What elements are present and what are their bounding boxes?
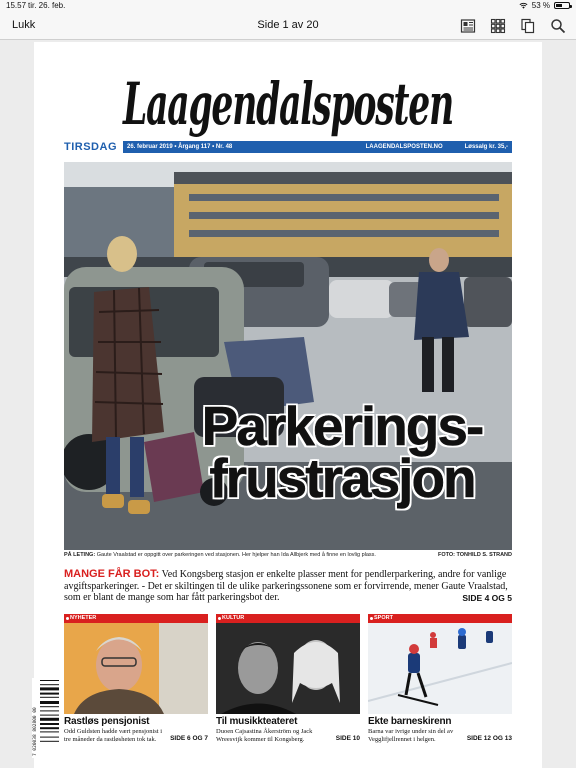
lead-text: Ved Kongsberg stasjon er enkelte plasser ment for pendlerparkering, andre for vanlige avgiftsparkeringer. - Det er skiltingen til de ulike parkeringssonene som er forvirrende, mener Gaute Vraalstad, som er blant de mange som har fått parkeringsbot der.: [64, 569, 508, 603]
section-tag: SPORT: [368, 614, 512, 623]
teaser-news[interactable]: [64, 614, 208, 758]
teaser-culture[interactable]: [216, 614, 360, 758]
weekday: TIRSDAG: [64, 141, 117, 153]
barcode-bar: [40, 710, 59, 711]
teasers: [64, 614, 512, 758]
headline: [172, 395, 512, 509]
barcode-number: 7 020038 802800 00: [33, 707, 38, 756]
masthead: [34, 62, 542, 140]
barcode-illustration: [32, 678, 60, 758]
teaser-image: [216, 623, 360, 714]
barcode-bar: [40, 715, 59, 716]
grid-view-icon[interactable]: [490, 18, 506, 34]
section-tag: KULTUR: [216, 614, 360, 623]
photo-caption: [64, 552, 512, 558]
teaser-sport[interactable]: [368, 614, 512, 758]
edition-band: [123, 141, 512, 153]
website: LAAGENDALSPOSTEN.NO: [365, 144, 443, 150]
barcode-bar: [40, 727, 59, 729]
edition-info: 26. februar 2019 • Årgang 117 • Nr. 48: [127, 144, 233, 150]
battery-fill: [556, 4, 562, 7]
lead-story[interactable]: [64, 569, 512, 605]
teaser-text: Barna var ivrige under sin del av Vegglifjellrennet i helgen.: [368, 728, 454, 743]
teaser-news-illustration: [64, 623, 208, 714]
battery-icon: [554, 2, 570, 9]
barcode-bar: [40, 680, 59, 681]
newspaper-page[interactable]: [34, 42, 542, 768]
barcode-bar: [40, 741, 59, 742]
caption-text: Gaute Vraalstad er oppgitt over parkeringen ved stasjonen. Her hjelper han Ida Allbjerk med å finne en lovlig plass.: [96, 552, 376, 558]
price: Løssalg kr. 35,-: [464, 144, 508, 150]
status-time: 15.57: [6, 1, 27, 10]
headline-line-2: frustrasjon: [209, 447, 475, 509]
close-button[interactable]: Lukk: [12, 19, 36, 31]
status-date: tir. 26. feb.: [28, 1, 66, 10]
barcode-bar: [40, 706, 59, 707]
barcode: [32, 678, 60, 758]
teaser-culture-illustration: [216, 623, 360, 714]
barcode-bar: [40, 701, 59, 704]
barcode-bar: [40, 737, 59, 738]
barcode-bar: [40, 697, 59, 698]
teaser-title: Rastløs pensjonist: [64, 716, 150, 727]
masthead-title: Laagendalsposten: [121, 70, 454, 138]
barcode-bar: [40, 693, 59, 695]
lead-page-ref: SIDE 4 OG 5: [462, 593, 512, 603]
caption-label: PÅ LETING:: [64, 552, 96, 558]
section-tag: NYHETER: [64, 614, 208, 623]
barcode-bar: [40, 684, 59, 685]
reader-view-icon[interactable]: [460, 18, 476, 34]
teaser-page-ref: SIDE 6 OG 7: [170, 735, 208, 742]
edition-right: [366, 141, 508, 153]
teaser-text: Duoen Cajsastina Åkerström og Jack Wreesvijk kommer til Kongsberg.: [216, 728, 313, 743]
page-indicator: Side 1 av 20: [257, 19, 319, 31]
teaser-page-ref: SIDE 12 OG 13: [466, 735, 512, 742]
barcode-bar: [40, 718, 59, 721]
main-photo[interactable]: [64, 162, 512, 550]
masthead-logo: [34, 62, 542, 140]
teaser-page-ref: SIDE 10: [335, 735, 360, 742]
status-right: [519, 1, 570, 10]
lead-kicker: MANGE FÅR BOT:: [64, 568, 160, 580]
wifi-icon: [519, 2, 528, 9]
barcode-bar: [40, 723, 59, 725]
teaser-title: Til musikkteateret: [216, 716, 298, 727]
teaser-title: Ekte barneskirenn: [368, 716, 452, 727]
teaser-image: [368, 623, 512, 714]
barcode-bar: [40, 731, 59, 732]
headline-line-1: Parkerings-: [201, 395, 483, 457]
battery-percent: 53 %: [531, 1, 550, 10]
reader-toolbar: [0, 12, 576, 40]
teaser-sport-illustration: [368, 623, 512, 714]
teaser-image: [64, 623, 208, 714]
barcode-bar: [40, 687, 59, 690]
toolbar-tools: [460, 18, 566, 34]
status-bar: [0, 0, 576, 12]
search-icon[interactable]: [550, 18, 566, 34]
photo-credit: FOTO: TONHILD S. STRAND: [437, 552, 512, 558]
teaser-text: Odd Guldsten hadde vært pensjonist i tre måneder da rastløsheten tok tak.: [64, 728, 163, 743]
edition-bar: [64, 141, 512, 153]
copy-pages-icon[interactable]: [520, 18, 536, 34]
